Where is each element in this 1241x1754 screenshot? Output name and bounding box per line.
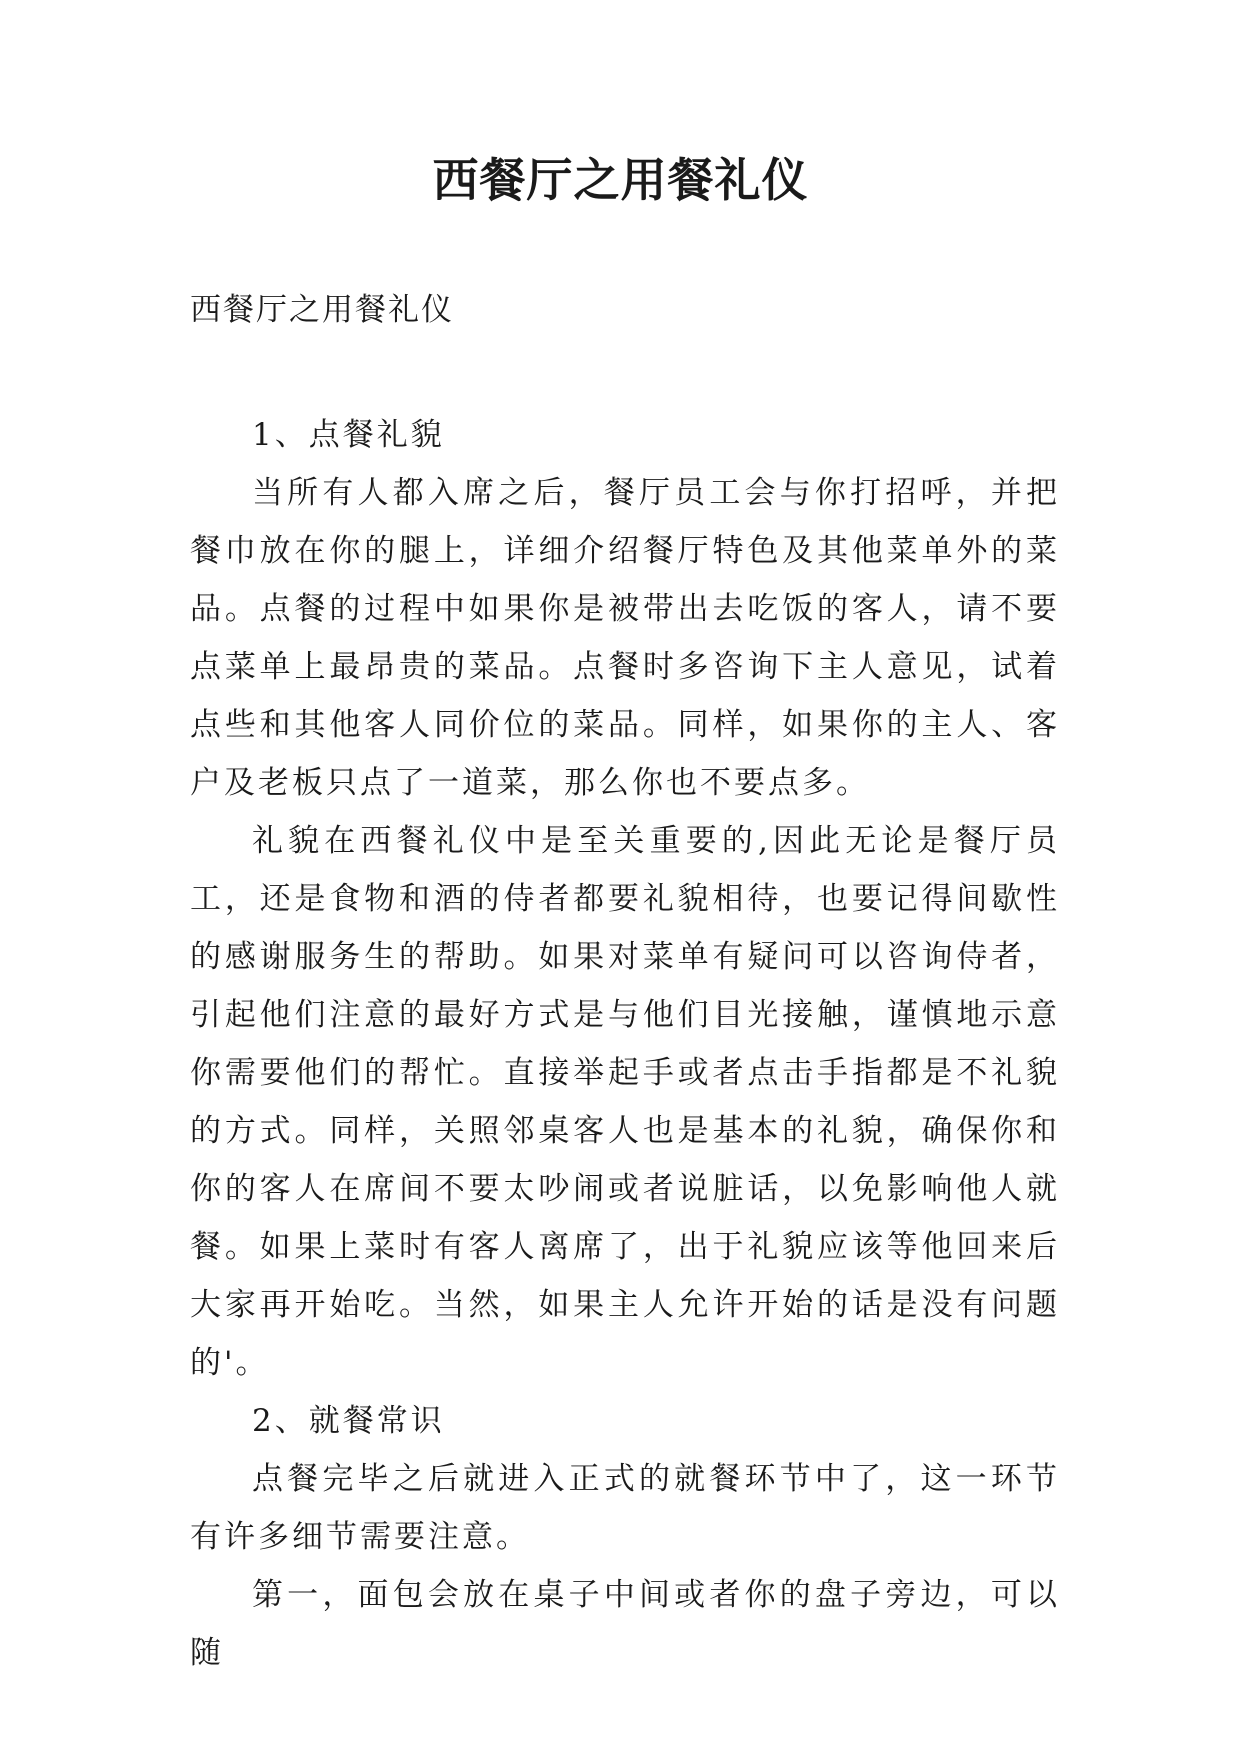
document-subtitle: 西餐厅之用餐礼仪 xyxy=(190,292,454,328)
document-title: 西餐厅之用餐礼仪 xyxy=(432,153,809,207)
paragraph: 礼貌在西餐礼仪中是至关重要的,因此无论是餐厅员工，还是食物和酒的侍者都要礼貌相待，也要记得间歇性的感谢服务生的帮助。如果对菜单有疑问可以咨询侍者，引起他们注意的最好方式是与他们目光接触，谨慎地示意你需要他们的帮忙。直接举起手或者点击手指都是不礼貌的方式。同样，关照邻桌客人也是基本的礼貌，确保你和你的客人在席间不要太吵闹或者说脏话，以免影响他人就餐。如果上菜时有客人离席了，出于礼貌应该等他回来后大家再开始吃。当然，如果主人允许开始的话是没有问题的'。 xyxy=(190,823,1060,1381)
paragraph: 当所有人都入席之后，餐厅员工会与你打招呼，并把餐巾放在你的腿上，详细介绍餐厅特色及其他菜单外的菜品。点餐的过程中如果你是被带出去吃饭的客人，请不要点菜单上最昂贵的菜品。点餐时多咨询下主人意见，试着点些和其他客人同价位的菜品。同样，如果你的主人、客户及老板只点了一道菜，那么你也不要点多。 xyxy=(190,475,1060,801)
document-body xyxy=(190,406,1060,1682)
paragraph: 第一，面包会放在桌子中间或者你的盘子旁边，可以随 xyxy=(190,1577,1060,1671)
section-heading-2: 2、就餐常识 xyxy=(252,1403,445,1439)
section-heading-1: 1、点餐礼貌 xyxy=(252,417,445,453)
paragraph: 点餐完毕之后就进入正式的就餐环节中了，这一环节有许多细节需要注意。 xyxy=(190,1461,1060,1555)
